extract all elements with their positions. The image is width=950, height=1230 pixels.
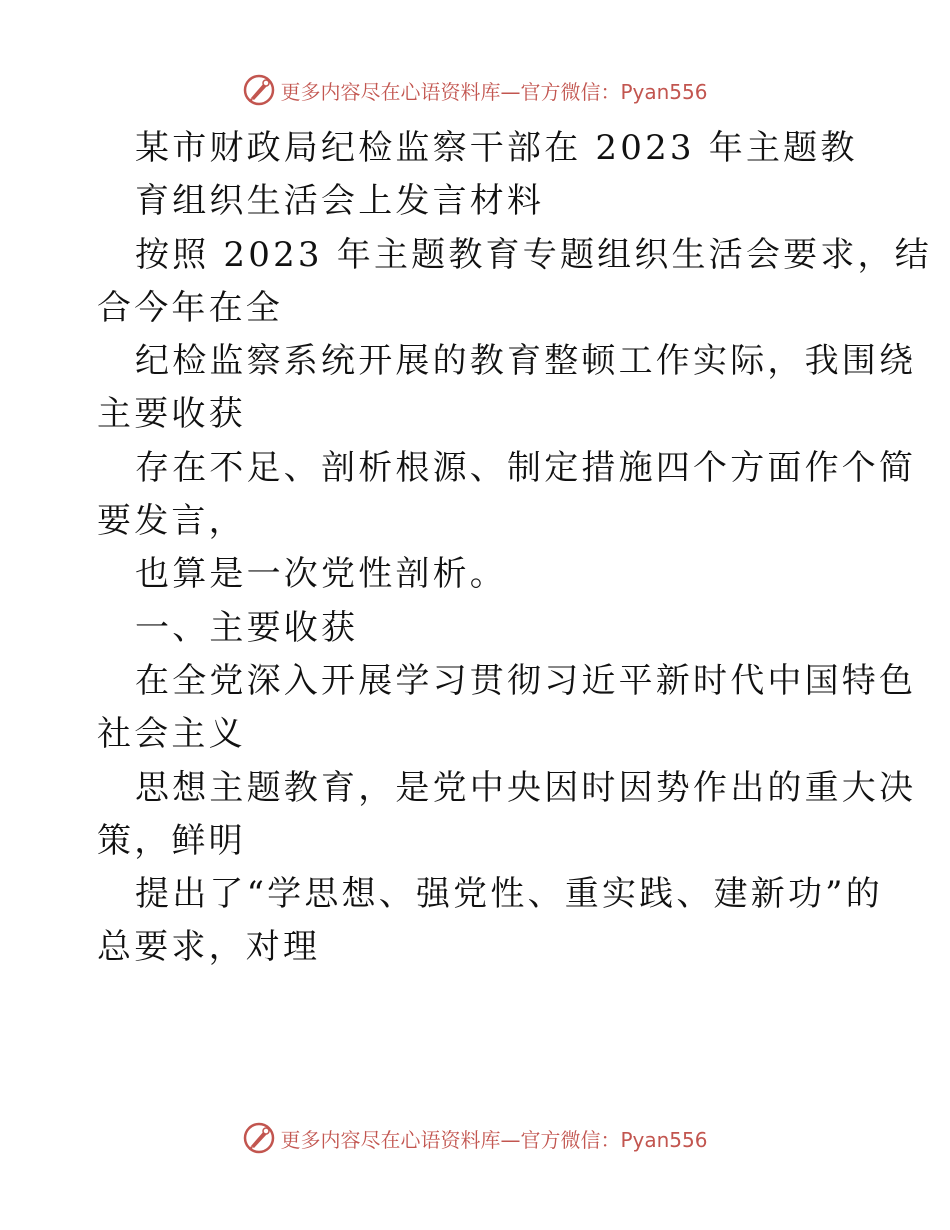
text-line: 纪检监察系统开展的教育整顿工作实际，我围绕 [135,341,917,382]
text-line: 提出了“学思想、强党性、重实践、建新功”的 [135,874,883,915]
text-line: 某市财政局纪检监察干部在 2023 年主题教 [135,128,858,168]
text-line: 合今年在全 [97,287,283,328]
text-line: 思想主题教育，是党中央因时因势作出的重大决 [135,767,917,808]
banner-text: 更多内容尽在心语资料库—官方微信：Pyan556 [280,1127,708,1152]
text-line: 策，鲜明 [97,820,246,861]
document-body [97,122,932,975]
footer-banner [0,1118,950,1158]
text-line: 育组织生活会上发言材料 [135,181,545,222]
pen-logo-icon [242,1121,276,1155]
text-line: 总要求，对理 [97,927,321,968]
header-banner [0,70,950,110]
text-line: 要发言， [97,501,246,542]
text-line: 按照 2023 年主题教育专题组织生活会要求，结 [135,234,932,275]
text-line: 存在不足、剖析根源、制定措施四个方面作个简 [135,447,917,488]
text-line: 社会主义 [97,714,246,755]
pen-logo-icon [242,73,276,107]
text-line: 也算是一次党性剖析。 [135,554,507,595]
text-line: 在全党深入开展学习贯彻习近平新时代中国特色 [135,660,917,701]
text-line: 主要收获 [97,394,246,435]
banner-text: 更多内容尽在心语资料库—官方微信：Pyan556 [280,79,708,104]
text-line: 一、主要收获 [135,607,359,648]
